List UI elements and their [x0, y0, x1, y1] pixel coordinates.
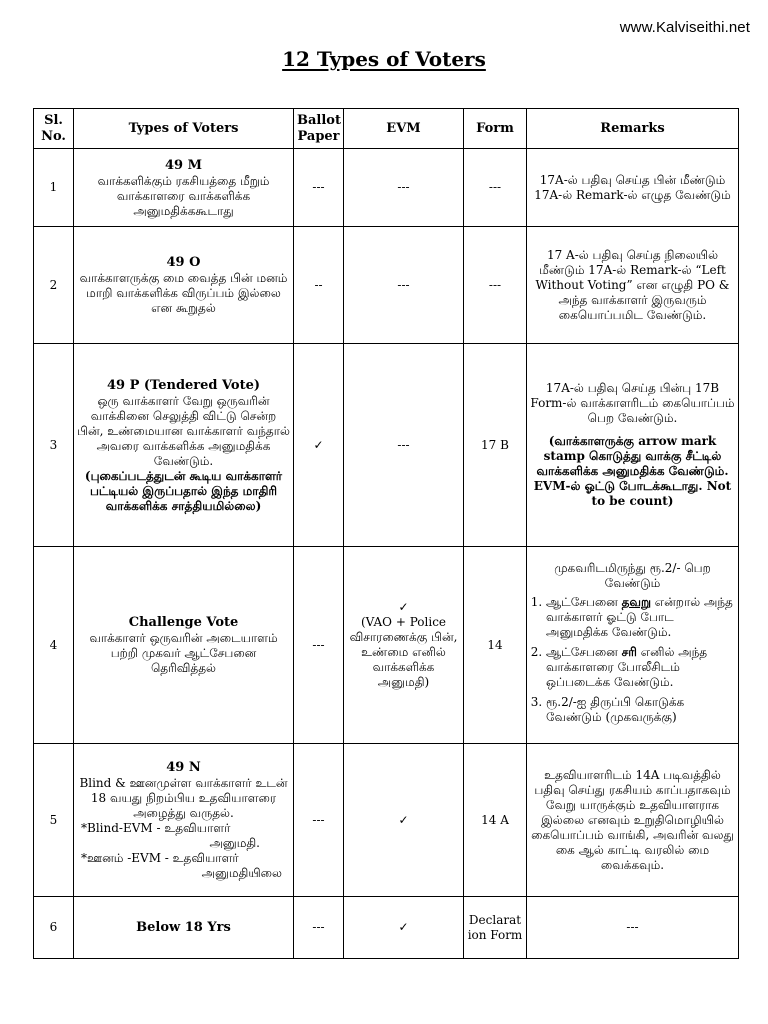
check-icon: ✓ — [398, 920, 409, 934]
cell-form: 17 B — [464, 344, 527, 547]
table-row — [34, 149, 739, 227]
cell-type — [74, 744, 294, 897]
page-title — [0, 47, 768, 71]
cell-form: --- — [464, 227, 527, 344]
voter-type-heading: 49 N — [166, 760, 201, 775]
cell-sl-no: 6 — [34, 897, 74, 959]
voter-type-heading: 49 M — [164, 157, 202, 173]
cell-sl-no: 2 — [34, 227, 74, 344]
cell-ballot: --- — [294, 897, 344, 959]
cell-remarks: 17A-ல் பதிவு செய்த பின் மீண்டும் 17A-ல் Remark-ல் எழுத வேண்டும் — [527, 149, 739, 227]
cell-type — [74, 149, 294, 227]
cell-ballot: --- — [294, 149, 344, 227]
cell-form: Declarat ion Form — [464, 897, 527, 959]
site-url: www.Kalviseithi.net — [619, 19, 750, 36]
col-header-form: Form — [464, 109, 527, 149]
cell-type — [74, 897, 294, 959]
cell-sl-no: 4 — [34, 547, 74, 744]
cell-evm — [344, 897, 464, 959]
cell-evm — [344, 744, 464, 897]
table-row — [34, 547, 739, 744]
cell-ballot — [294, 344, 344, 547]
voter-type-heading: Challenge Vote — [128, 615, 239, 630]
cell-ballot: --- — [294, 547, 344, 744]
voter-type-description: வாக்காளருக்கு மை வைத்த பின் மனம் மாறி வாக்களிக்க விருப்பம் இல்லை என கூறுதல் — [79, 271, 288, 315]
voter-type-description: வாக்காளர் ஒருவரின் அடையாளம் பற்றி முகவர் ஆட்சேபனை தெரிவித்தல் — [89, 631, 278, 675]
cell-form: 14 A — [464, 744, 527, 897]
cell-evm — [344, 547, 464, 744]
table-header-row — [34, 109, 739, 149]
handicap-note-line1: *ஊனம் -EVM - உதவியாளர் — [81, 851, 239, 865]
cell-sl-no: 5 — [34, 744, 74, 897]
evm-note: (VAO + Police விசாரணைக்கு பின், உண்மை எனில் வாக்களிக்க அனுமதி) — [349, 615, 458, 689]
voters-table — [33, 108, 739, 959]
cell-remarks: --- — [527, 897, 739, 959]
col-header-sl-no: Sl. No. — [34, 109, 74, 149]
check-icon: ✓ — [398, 812, 409, 827]
page-title-text: 12 Types of Voters — [282, 47, 486, 71]
cell-sl-no: 1 — [34, 149, 74, 227]
voter-type-description: Blind & ஊனமுள்ள வாக்காளர் உடன் 18 வயது நிறம்பிய உதவியாளரை அழைத்து வருதல். — [79, 776, 288, 820]
check-icon: ✓ — [398, 600, 409, 614]
voter-type-heading: 49 P (Tendered Vote) — [106, 377, 261, 393]
check-icon: ✓ — [313, 437, 324, 452]
remarks-list — [530, 595, 735, 725]
col-header-remarks: Remarks — [527, 109, 739, 149]
voter-type-note: (புகைப்படத்துடன் கூடிய வாக்காளர் பட்டியல் இருப்பதால் இந்த மாதிரி வாக்களிக்க சாத்தியமில்லை) — [84, 468, 283, 513]
col-header-types: Types of Voters — [74, 109, 294, 149]
cell-remarks — [527, 344, 739, 547]
remarks-text: 17A-ல் பதிவு செய்த பின்பு 17B Form-ல் வாக்காளரிடம் கையொப்பம் பெற வேண்டும். — [530, 381, 735, 425]
cell-type — [74, 344, 294, 547]
remarks-intro: முகவரிடமிருந்து ரூ.2/- பெற வேண்டும் — [554, 560, 711, 590]
blind-note-line2: அனுமதி. — [209, 836, 260, 850]
blind-note-line1: *Blind-EVM - உதவியாளர் — [81, 821, 231, 835]
table-row — [34, 744, 739, 897]
remarks-note: (வாக்காளருக்கு arrow mark stamp கொடுத்து வாக்கு சீட்டில் வாக்களிக்க அனுமதிக்க வேண்டும். EVM-ல் ஓட்டு போடக்கூடாது. Not to be count) — [533, 434, 732, 508]
table-row — [34, 344, 739, 547]
table-row — [34, 227, 739, 344]
remarks-list-item: 2. ஆட்சேபனை சரி எனில் அந்த வாக்காளரை போலீசிடம் ஒப்படைக்க வேண்டும். — [546, 645, 735, 690]
voter-type-heading: 49 O — [166, 255, 201, 270]
voter-type-description: ஒரு வாக்காளர் வேறு ஒருவரின் வாக்கினை செலுத்தி விட்டு சென்ற பின், உண்மையான வாக்காளர் வந்தால் அவரை வாக்களிக்க அனுமதிக்க வேண்டும். — [77, 393, 290, 468]
cell-ballot: --- — [294, 744, 344, 897]
voter-type-heading: Below 18 Yrs — [136, 920, 231, 935]
cell-evm: --- — [344, 149, 464, 227]
voter-type-description: வாக்களிக்கும் ரகசியத்தை மீறும் வாக்காளரை வாக்களிக்க அனுமதிக்ககூடாது — [97, 173, 270, 218]
cell-form: 14 — [464, 547, 527, 744]
cell-type — [74, 547, 294, 744]
remarks-list-item: 1. ஆட்சேபனை தவறு என்றால் அந்த வாக்காளர் ஓட்டு போட அனுமதிக்க வேண்டும். — [546, 595, 735, 640]
cell-remarks: 17 A-ல் பதிவு செய்த நிலையில் மீண்டும் 17A-ல் Remark-ல் “Left Without Voting” என எழுதி PO & அந்த வாக்காளர் இருவரும் கையொப்பமிட வேண்டும். — [527, 227, 739, 344]
col-header-evm: EVM — [344, 109, 464, 149]
cell-type — [74, 227, 294, 344]
cell-evm: --- — [344, 227, 464, 344]
cell-ballot: -- — [294, 227, 344, 344]
cell-sl-no: 3 — [34, 344, 74, 547]
cell-evm: --- — [344, 344, 464, 547]
remarks-list-item: 3. ரூ.2/-ஐ திருப்பி கொடுக்க வேண்டும் (முகவருக்கு) — [546, 695, 735, 725]
cell-remarks: உதவியாளரிடம் 14A படிவத்தில் பதிவு செய்து ரகசியம் காப்பதாகவும் வேறு யாருக்கும் உதவியாளராக இல்லை எனவும் உறுதிமொழியில் கையொப்பம் வாங்கி, அவரின் வலது கை ஆல் காட்டி வரலில் மை வைக்கவும். — [527, 744, 739, 897]
handicap-note-line2: அனுமதியிலை — [201, 866, 282, 880]
table-row — [34, 897, 739, 959]
cell-remarks — [527, 547, 739, 744]
col-header-ballot-paper: Ballot Paper — [294, 109, 344, 149]
cell-form: --- — [464, 149, 527, 227]
